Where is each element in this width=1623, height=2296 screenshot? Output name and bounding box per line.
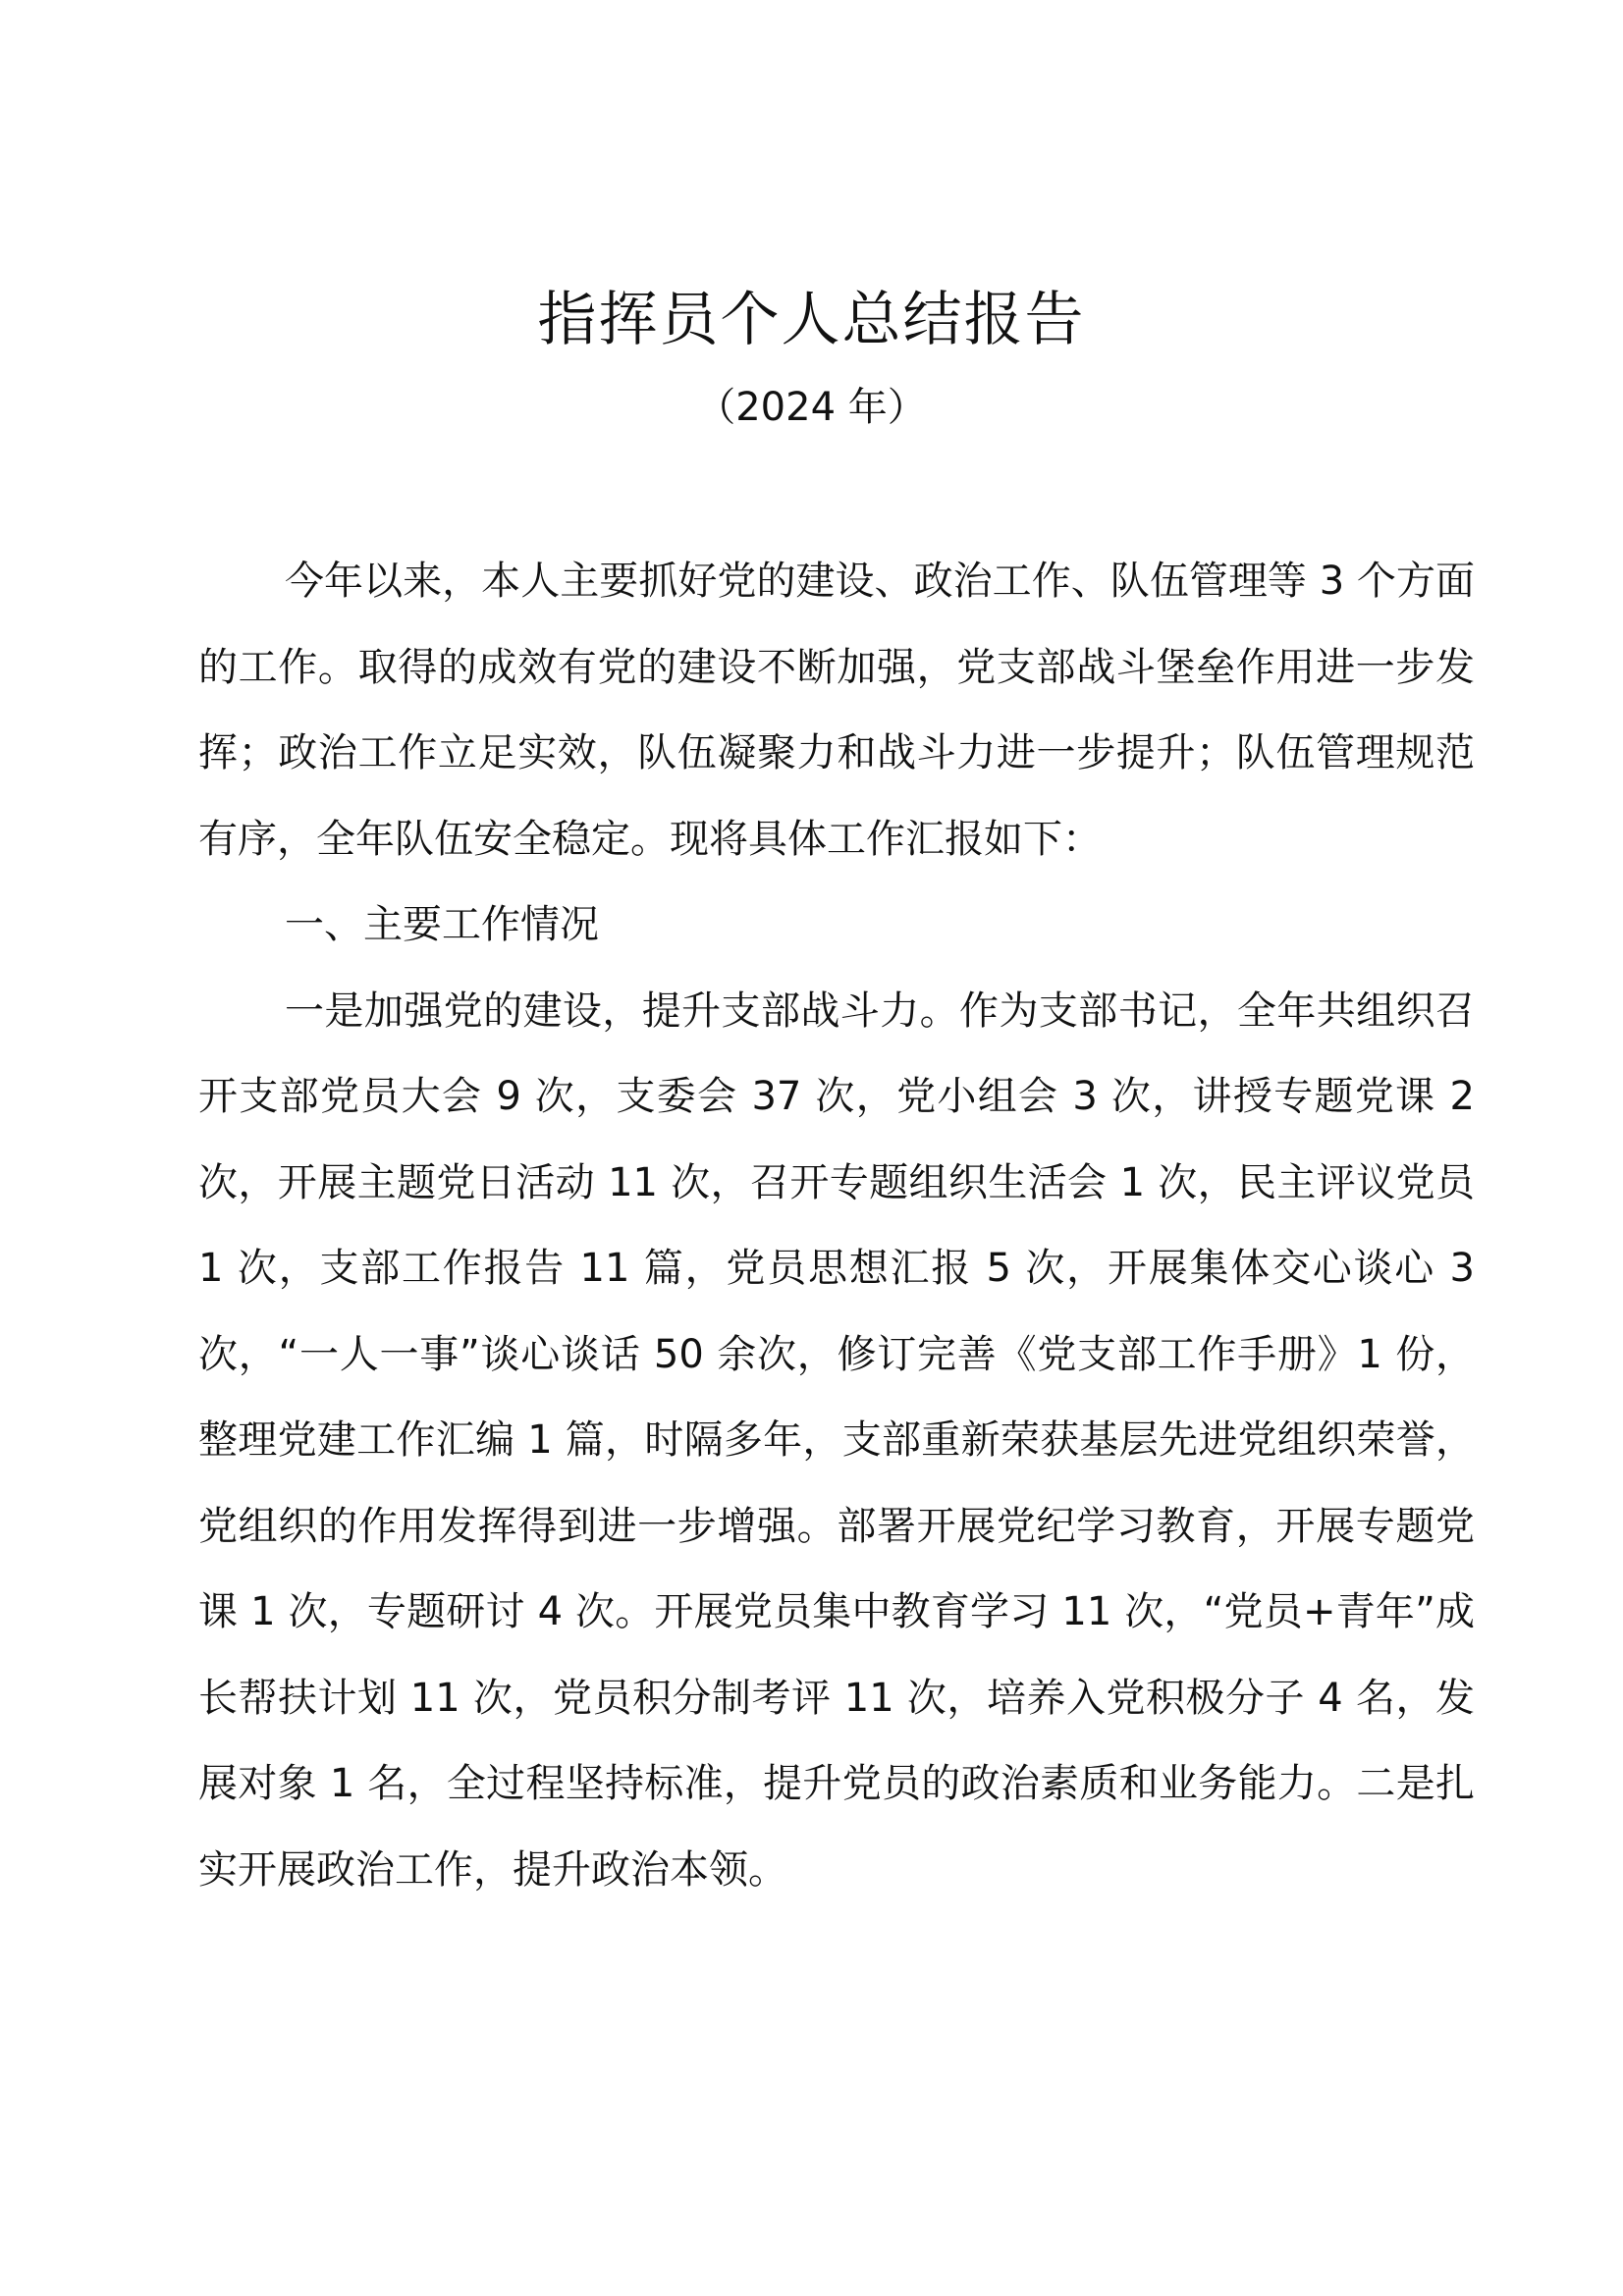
document-title: 指挥员个人总结报告 [537, 286, 1086, 354]
intro-paragraph: 今年以来，本人主要抓好党的建设、政治工作、队伍管理等 3 个方面的工作。取得的成效有党的建设不断加强，党支部战斗堡垒作用进一步发挥；政治工作立足实效，队伍凝聚力和战斗力进一步提升；队伍管理规范有序，全年队伍安全稳定。现将具体工作汇报如下： [198, 559, 1475, 862]
section-heading: 一、主要工作情况 [285, 902, 599, 947]
document-body [198, 539, 1475, 1913]
body-paragraph: 一是加强党的建设，提升支部战斗力。作为支部书记，全年共组织召开支部党员大会 9 次，支委会 37 次，党小组会 3 次，讲授专题党课 2 次，开展主题党日活动 11 次，召开专题组织生活会 1 次，民主评议党员 1 次，支部工作报告 11 篇，党员思想汇报 5 次，开展集体交心谈心 3 次，“一人一事”谈心谈话 50 余次，修订完善《党支部工作手册》1 份，整理党建工作汇编 1 篇，时隔多年，支部重新荣获基层先进党组织荣誉，党组织的作用发挥得到进一步增强。部署开展党纪学习教育，开展专题党课 1 次，专题研讨 4 次。开展党员集中教育学习 11 次，“党员+青年”成长帮扶计划 11 次，党员积分制考评 11 次，培养入党积极分子 4 名，发展对象 1 名，全过程坚持标准，提升党员的政治素质和业务能力。二是扎实开展政治工作，提升政治本领。 [198, 988, 1475, 1893]
document-subtitle: （2024 年） [696, 385, 927, 430]
